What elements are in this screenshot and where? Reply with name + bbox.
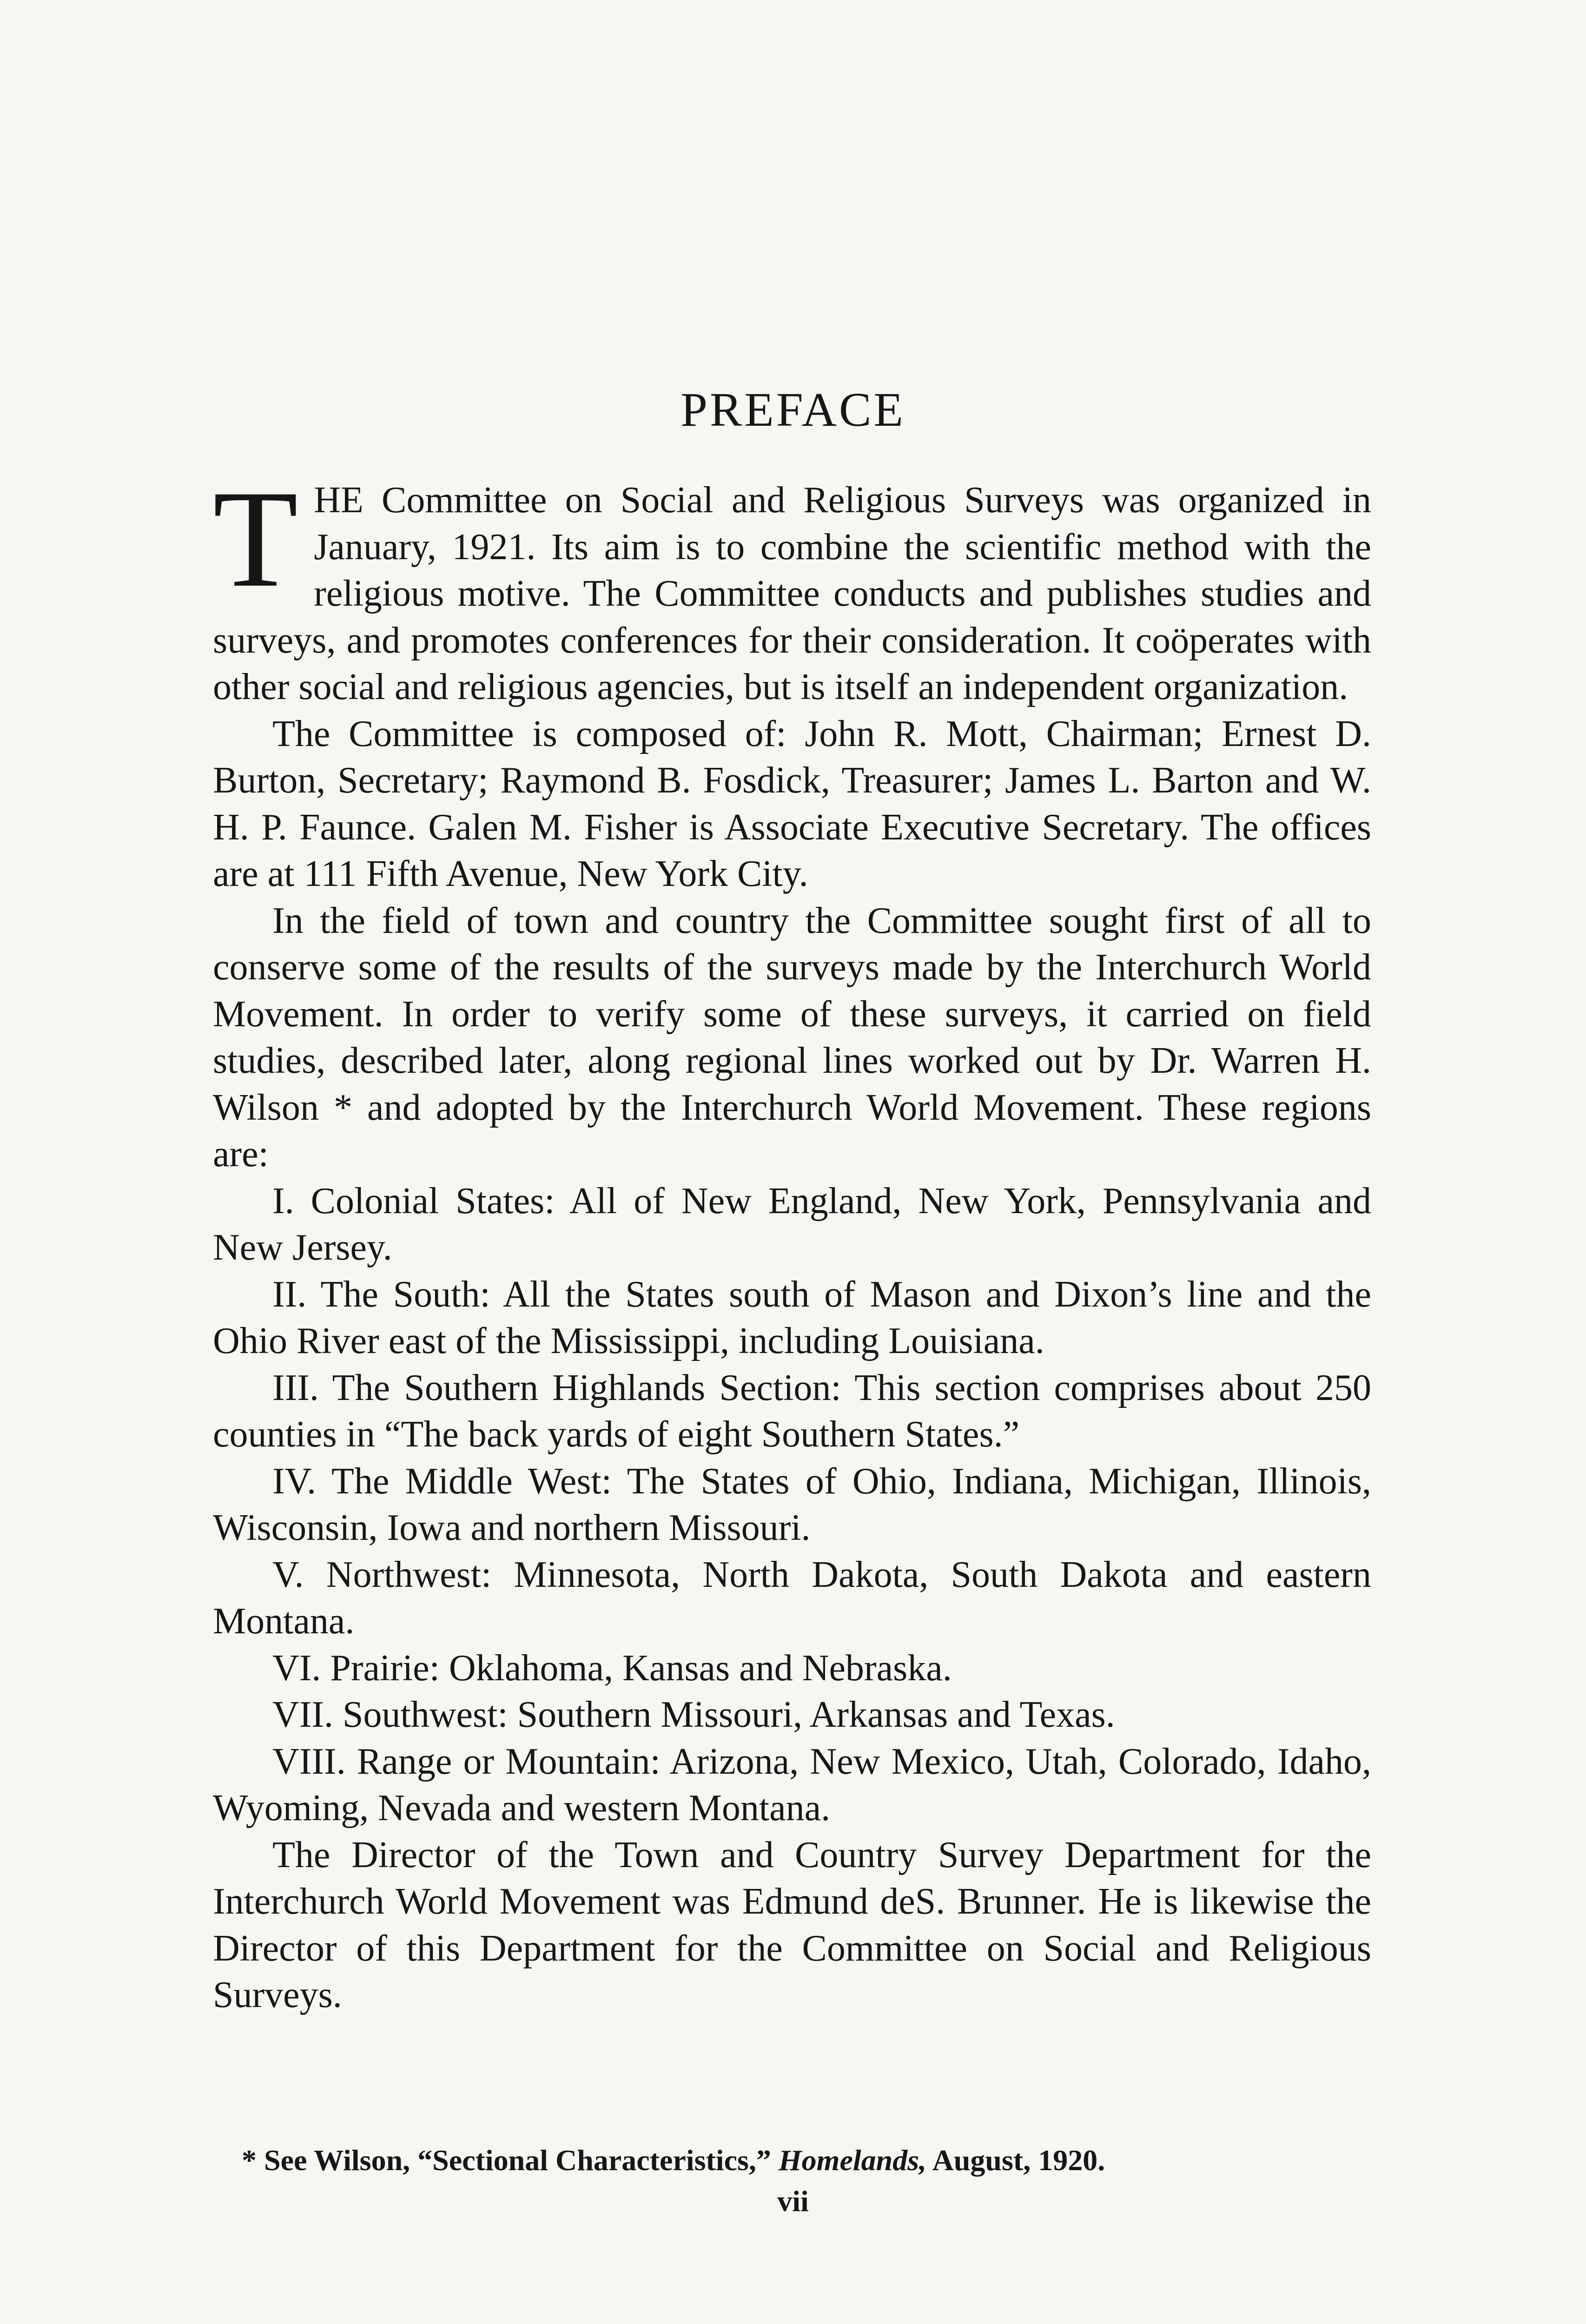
intro-paragraph bbox=[213, 462, 1371, 711]
drop-cap: T bbox=[213, 462, 298, 616]
preface-body bbox=[213, 462, 1371, 2019]
intro-text: HE Committee on Social and Religious Surveys was organized in January, 1921. Its aim is to combine the scientific method with the religious motive. The Committee conducts and publishes studies and surveys, and promotes conferences for their consideration. It coöperates with other social and religious agencies, but is itself an independent organization. bbox=[213, 480, 1371, 707]
footnote-date: August, 1920. bbox=[932, 2144, 1105, 2177]
page-number: vii bbox=[777, 2185, 809, 2218]
field-paragraph: In the field of town and country the Committee sought first of all to conserve some of the results of the surveys made by the Interchurch World Movement. In order to verify some of these surveys, it carried on field studies, described later, along regional lines worked out by Dr. Warren H. Wilson * and adopted by the Interchurch World Movement. These regions are: bbox=[213, 900, 1371, 1175]
region-item: III. The Southern Highlands Section: This section comprises about 250 counties in “The back yards of eight Southern States.” bbox=[213, 1367, 1371, 1455]
page-title: PREFACE bbox=[681, 383, 905, 436]
region-item: II. The South: All the States south of Mason and Dixon’s line and the Ohio River east of the Mississippi, including Louisiana. bbox=[213, 1274, 1371, 1361]
region-item: VII. Southwest: Southern Missouri, Arkansas and Texas. bbox=[272, 1694, 1115, 1735]
region-item: V. Northwest: Minnesota, North Dakota, South Dakota and eastern Montana. bbox=[213, 1554, 1371, 1642]
composition-paragraph: The Committee is composed of: John R. Mott, Chairman; Ernest D. Burton, Secretary; Raymond B. Fosdick, Treasurer; James L. Barton and W. H. P. Faunce. Galen M. Fisher is Associate Executive Secretary. The offices are at 111 Fifth Avenue, New York City. bbox=[213, 713, 1371, 894]
region-item: VIII. Range or Mountain: Arizona, New Mexico, Utah, Colorado, Idaho, Wyoming, Nevada and western Montana. bbox=[213, 1741, 1371, 1829]
footnote-source: Homelands, bbox=[778, 2144, 927, 2177]
region-item: I. Colonial States: All of New England, New York, Pennsylvania and New Jersey. bbox=[213, 1180, 1371, 1268]
region-item: IV. The Middle West: The States of Ohio, Indiana, Michigan, Illinois, Wisconsin, Iowa and northern Missouri. bbox=[213, 1460, 1371, 1548]
director-paragraph: The Director of the Town and Country Survey Department for the Interchurch World Movement was Edmund deS. Brunner. He is likewise the Director of this Department for the Committee on Social and Religious Surveys. bbox=[213, 1834, 1371, 2015]
footnote bbox=[242, 2144, 1357, 2177]
footnote-lead: * See Wilson, “Sectional Characteristics,” bbox=[242, 2144, 771, 2177]
region-item: VI. Prairie: Oklahoma, Kansas and Nebraska. bbox=[272, 1647, 952, 1689]
